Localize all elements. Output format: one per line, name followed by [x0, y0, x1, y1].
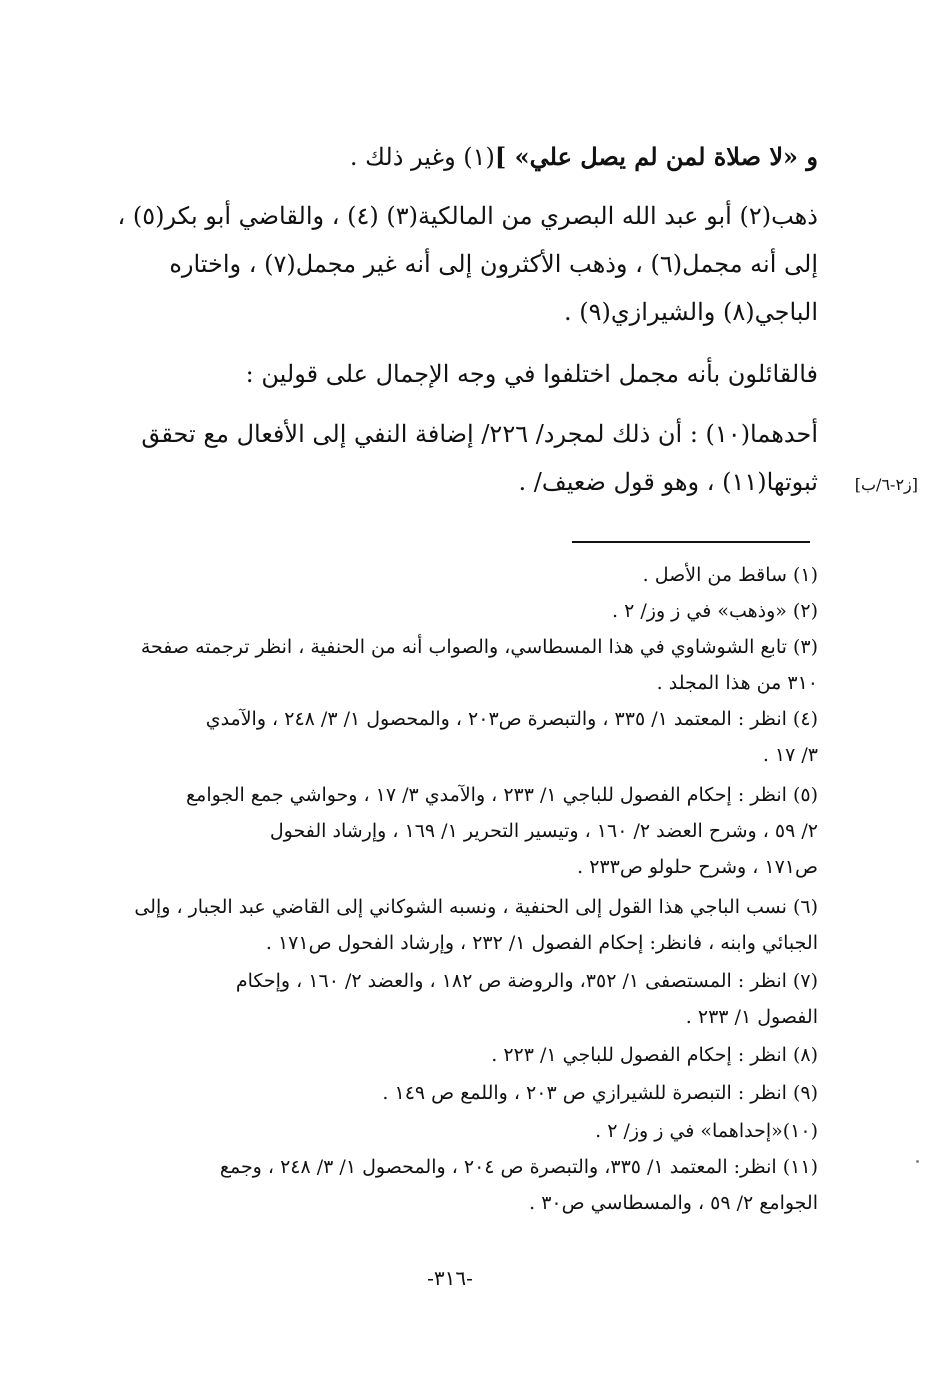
body-line-7: ثبوتها(١١) ، وهو قول ضعيف/ . [518, 468, 818, 496]
footnote-line: ص١٧١ ، وشرح حلولو ص٢٣٣ . [577, 856, 818, 878]
margin-manuscript-ref: [ز٢-٦/ب] [854, 475, 918, 494]
hadith-quote: و «لا صلاة لمن لم يصل علي» ] [494, 142, 818, 171]
body-line-2: ذهب(٢) أبو عبد الله البصري من المالكية(٣) (٤) ، والقاضي أبو بكر(٥) ، [117, 202, 818, 230]
body-line-4: الباجي(٨) والشيرازي(٩) . [563, 298, 818, 326]
footnote-line: الفصول ١/ ٢٣٣ . [685, 1006, 818, 1028]
footnote-line: الجوامع ٢/ ٥٩ ، والمسطاسي ص٣٠ . [529, 1192, 818, 1214]
footnote-line: ٣١٠ من هذا المجلد . [656, 672, 818, 694]
footnote-line: (٨) انظر : إحكام الفصول للباجي ١/ ٢٢٣ . [491, 1044, 818, 1066]
footnote-line: (١) ساقط من الأصل . [642, 564, 818, 586]
page-number: -٣١٦- [427, 1266, 473, 1290]
body-line-5: فالقائلون بأنه مجمل اختلفوا في وجه الإجمال على قولين : [245, 360, 818, 388]
footnote-line: (١٠)«إحداهما» في ز وز/ ٢ . [595, 1120, 818, 1142]
footnote-line: (١١) انظر: المعتمد ١/ ٣٣٥، والتبصرة ص ٢٠٤ ، والمحصول ١/ ٣/ ٢٤٨ ، وجمع [219, 1156, 818, 1178]
body-line-1 [350, 142, 818, 171]
footnote-line: ٣/ ١٧ . [762, 744, 818, 766]
footnote-line: (٩) انظر : التبصرة للشيرازي ص ٢٠٣ ، واللمع ص ١٤٩ . [382, 1082, 818, 1104]
footnote-line: (٧) انظر : المستصفى ١/ ٣٥٢، والروضة ص ١٨٢ ، والعضد ٢/ ١٦٠ ، وإحكام [235, 970, 818, 992]
body-line-1-rest: (١) وغير ذلك . [349, 143, 495, 171]
scan-speck [916, 1160, 919, 1163]
body-line-6: أحدهما(١٠) : أن ذلك لمجرد/ ٢٢٦/ إضافة النفي إلى الأفعال مع تحقق [141, 420, 818, 448]
footnote-line: الجبائي وابنه ، فانظر: إحكام الفصول ١/ ٢٣٢ ، وإرشاد الفحول ص١٧١ . [265, 932, 818, 954]
footnote-line: ٢/ ٥٩ ، وشرح العضد ٢/ ١٦٠ ، وتيسير التحرير ١/ ١٦٩ ، وإرشاد الفحول [269, 820, 818, 842]
footnote-divider [572, 541, 810, 543]
body-line-3: إلى أنه مجمل(٦) ، وذهب الأكثرون إلى أنه غير مجمل(٧) ، واختاره [169, 250, 818, 278]
footnote-line: (٥) انظر : إحكام الفصول للباجي ١/ ٢٣٣ ، والآمدي ٣/ ١٧ ، وحواشي جمع الجوامع [186, 784, 818, 806]
footnote-line: (٣) تابع الشوشاوي في هذا المسطاسي، والصواب أنه من الحنفية ، انظر ترجمته صفحة [140, 636, 818, 658]
footnote-line: (٦) نسب الباجي هذا القول إلى الحنفية ، ونسبه الشوكاني إلى القاضي عبد الجبار ، وإلى [134, 896, 818, 918]
footnote-line: (٢) «وذهب» في ز وز/ ٢ . [612, 600, 818, 622]
footnote-line: (٤) انظر : المعتمد ١/ ٣٣٥ ، والتبصرة ص٢٠٣ ، والمحصول ١/ ٣/ ٢٤٨ ، والآمدي [205, 708, 818, 730]
